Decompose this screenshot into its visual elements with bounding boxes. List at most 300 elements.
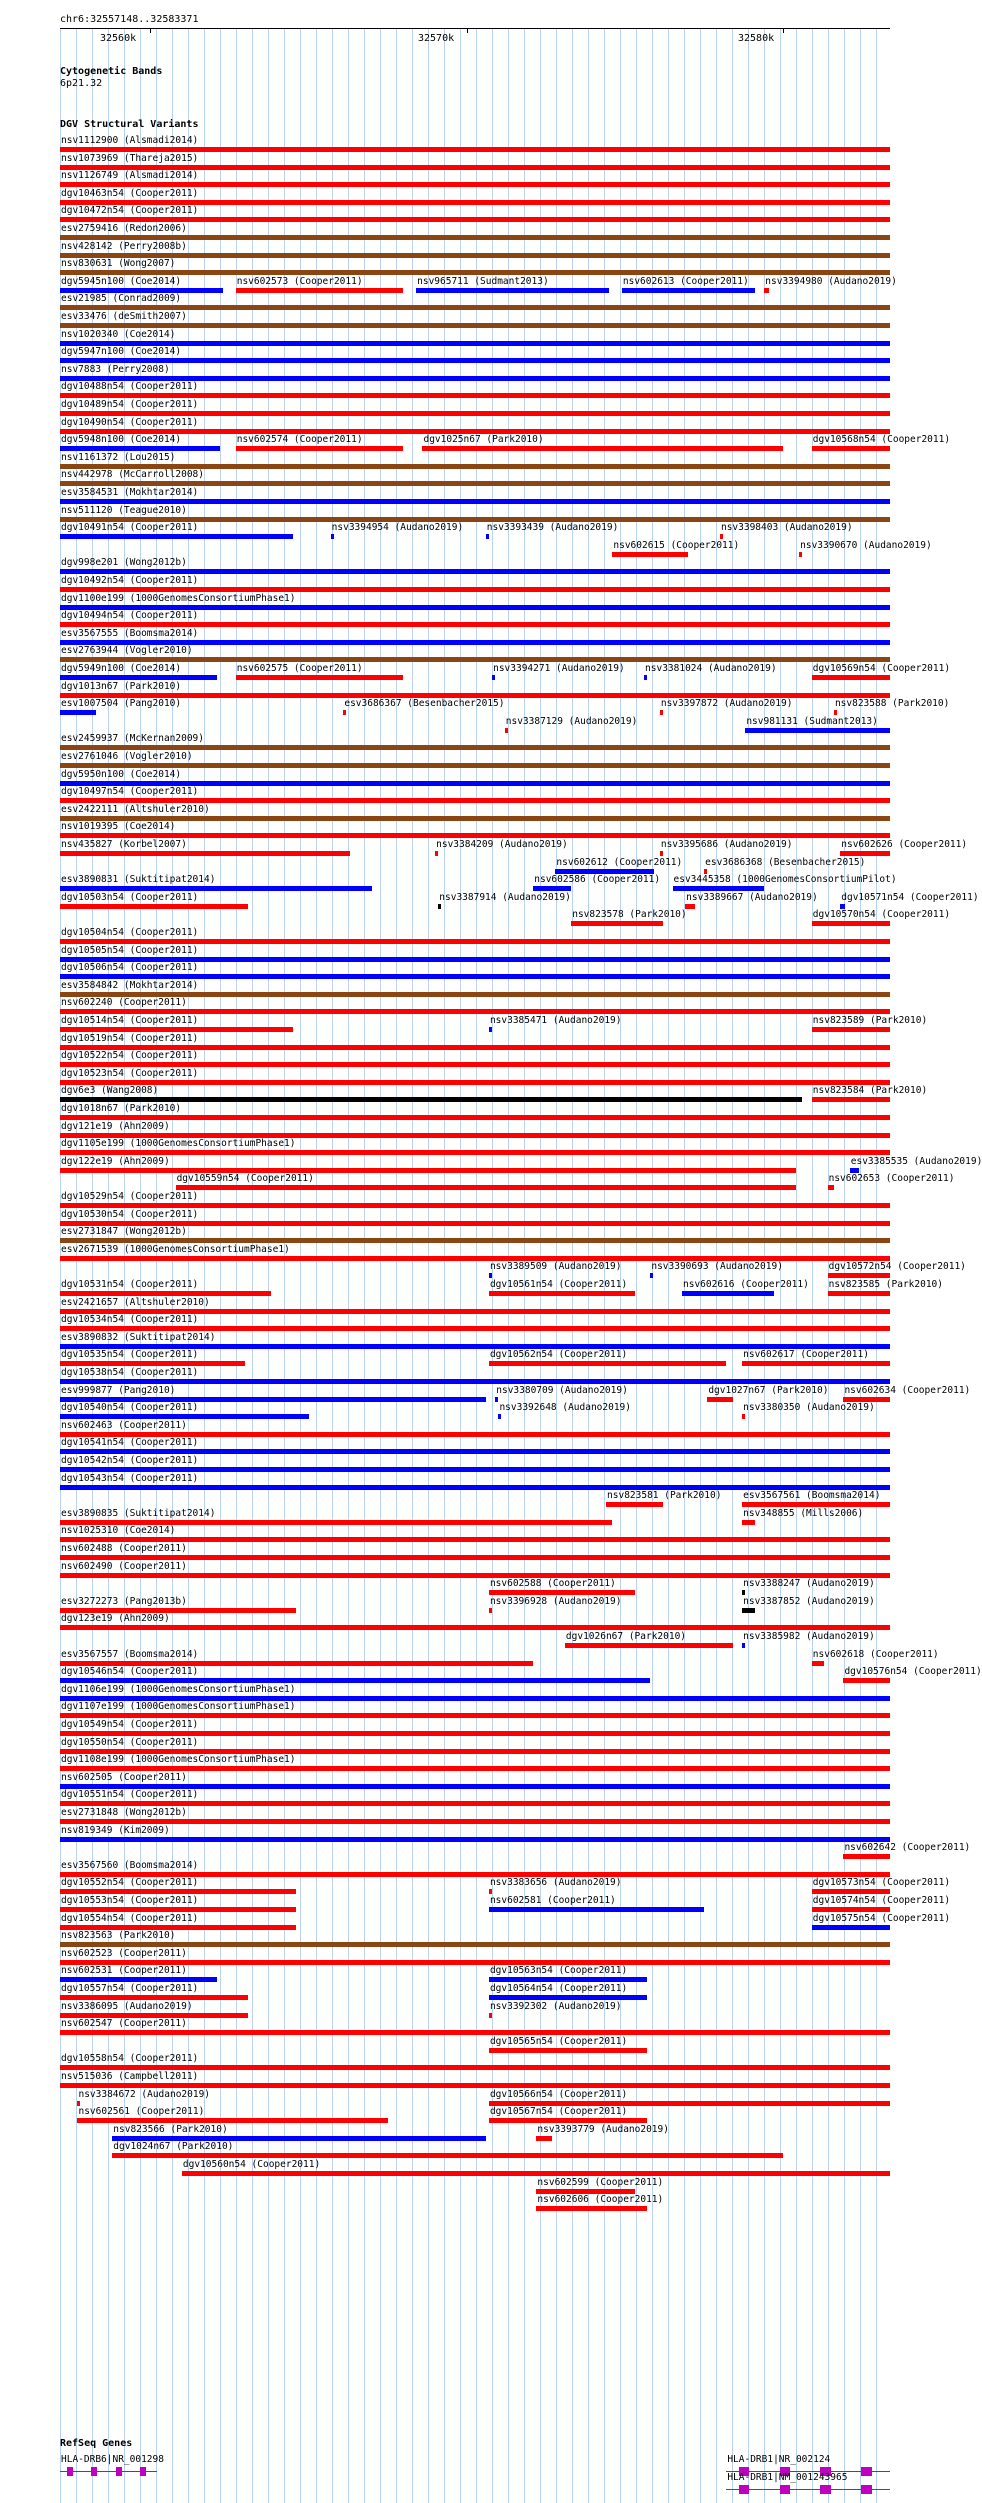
variant-label[interactable]: esv2763944 (Vogler2010) — [61, 645, 193, 657]
variant-label[interactable]: dgv10514n54 (Cooper2011) — [61, 1015, 199, 1026]
variant-label[interactable]: nsv3381024 (Audano2019) — [645, 663, 777, 674]
variant-bar[interactable] — [489, 2013, 492, 2018]
variant-bar[interactable] — [60, 1731, 890, 1736]
variant-bar[interactable] — [60, 481, 890, 486]
variant-label[interactable]: nsv1019395 (Coe2014) — [61, 821, 176, 833]
variant-label[interactable]: nsv3394980 (Audano2019) — [765, 275, 897, 287]
variant-bar[interactable] — [828, 1273, 890, 1278]
variant-bar[interactable] — [60, 1414, 309, 1419]
variant-bar[interactable] — [828, 1185, 834, 1190]
variant-bar[interactable] — [60, 1537, 890, 1542]
variant-bar[interactable] — [60, 411, 890, 416]
variant-label[interactable]: dgv10575n54 (Cooper2011) — [812, 1912, 951, 1924]
variant-label[interactable]: nsv830631 (Wong2007) — [61, 258, 176, 270]
variant-label[interactable]: nsv823578 (Park2010) — [572, 909, 687, 921]
variant-bar[interactable] — [236, 446, 404, 451]
variant-label[interactable]: dgv1025n67 (Park2010) — [423, 434, 544, 446]
variant-bar[interactable] — [489, 1889, 492, 1894]
variant-label[interactable]: nsv602586 (Cooper2011) — [534, 874, 661, 886]
variant-bar[interactable] — [850, 1168, 859, 1173]
variant-label[interactable]: nsv3387852 (Audano2019) — [743, 1595, 875, 1607]
variant-bar[interactable] — [489, 1361, 726, 1366]
variant-label[interactable]: dgv10472n54 (Cooper2011) — [61, 205, 199, 217]
variant-bar[interactable] — [60, 323, 890, 328]
variant-bar[interactable] — [60, 1379, 890, 1384]
variant-bar[interactable] — [60, 1097, 802, 1102]
variant-label[interactable]: nsv602531 (Cooper2011) — [61, 1965, 187, 1977]
variant-label[interactable]: nsv1126749 (Alsmadi2014) — [61, 170, 199, 182]
variant-label[interactable]: dgv10542n54 (Cooper2011) — [61, 1455, 199, 1466]
variant-bar[interactable] — [60, 288, 223, 293]
variant-bar[interactable] — [60, 798, 890, 803]
variant-label[interactable]: dgv1100e199 (1000GenomesConsortiumPhase1) — [61, 592, 296, 604]
variant-bar[interactable] — [536, 2189, 634, 2194]
variant-bar[interactable] — [60, 517, 890, 522]
variant-bar[interactable] — [60, 1925, 296, 1930]
variant-bar[interactable] — [77, 2118, 387, 2123]
variant-label[interactable]: dgv10488n54 (Cooper2011) — [61, 381, 199, 393]
variant-label[interactable]: dgv10529n54 (Cooper2011) — [61, 1191, 199, 1202]
variant-label[interactable]: dgv10538n54 (Cooper2011) — [61, 1367, 199, 1378]
variant-label[interactable]: nsv602653 (Cooper2011) — [828, 1173, 955, 1185]
variant-bar[interactable] — [60, 1573, 890, 1578]
variant-bar[interactable] — [60, 2065, 890, 2070]
variant-label[interactable]: nsv819349 (Kim2009) — [61, 1824, 170, 1836]
variant-label[interactable]: esv2731848 (Wong2012b) — [61, 1807, 187, 1818]
variant-bar[interactable] — [60, 640, 890, 645]
variant-label[interactable]: dgv10574n54 (Cooper2011) — [812, 1895, 951, 1906]
variant-bar[interactable] — [606, 1502, 663, 1507]
variant-bar[interactable] — [812, 1661, 825, 1666]
variant-bar[interactable] — [498, 1414, 501, 1419]
variant-label[interactable]: esv3584842 (Mokhtar2014) — [61, 979, 199, 991]
variant-label[interactable]: dgv10489n54 (Cooper2011) — [61, 399, 199, 410]
variant-bar[interactable] — [60, 1326, 890, 1331]
variant-bar[interactable] — [60, 833, 890, 838]
variant-label[interactable]: esv3567557 (Boomsma2014) — [61, 1648, 199, 1660]
variant-bar[interactable] — [176, 1185, 796, 1190]
variant-bar[interactable] — [60, 499, 890, 504]
variant-label[interactable]: nsv3395686 (Audano2019) — [660, 839, 793, 850]
variant-bar[interactable] — [60, 1837, 890, 1842]
variant-label[interactable]: nsv602606 (Cooper2011) — [537, 2194, 664, 2206]
variant-label[interactable]: nsv981131 (Sudmant2013) — [746, 715, 878, 727]
variant-label[interactable]: dgv10563n54 (Cooper2011) — [489, 1965, 628, 1977]
variant-label[interactable]: dgv10567n54 (Cooper2011) — [489, 2106, 628, 2118]
variant-label[interactable]: dgv1107e199 (1000GenomesConsortiumPhase1) — [61, 1701, 296, 1713]
variant-bar[interactable] — [489, 1907, 704, 1912]
variant-bar[interactable] — [622, 288, 755, 293]
variant-bar[interactable] — [60, 763, 890, 768]
variant-label[interactable]: nsv602573 (Cooper2011) — [236, 275, 363, 287]
variant-bar[interactable] — [60, 1977, 217, 1982]
variant-label[interactable]: dgv10562n54 (Cooper2011) — [489, 1349, 628, 1361]
variant-bar[interactable] — [60, 2030, 890, 2035]
variant-bar[interactable] — [720, 534, 723, 539]
variant-label[interactable]: nsv602561 (Cooper2011) — [78, 2106, 205, 2118]
variant-label[interactable]: esv3272273 (Pang2013b) — [61, 1595, 187, 1607]
variant-bar[interactable] — [742, 1414, 745, 1419]
variant-bar[interactable] — [60, 1062, 890, 1067]
variant-label[interactable]: nsv602634 (Cooper2011) — [844, 1384, 971, 1396]
variant-bar[interactable] — [536, 2136, 552, 2141]
variant-bar[interactable] — [742, 1643, 745, 1648]
variant-bar[interactable] — [486, 534, 489, 539]
variant-label[interactable]: nsv602617 (Cooper2011) — [743, 1349, 869, 1361]
variant-label[interactable]: dgv122e19 (Ahn2009) — [61, 1155, 170, 1167]
variant-label[interactable]: dgv10494n54 (Cooper2011) — [61, 610, 199, 622]
variant-label[interactable]: dgv10523n54 (Cooper2011) — [61, 1067, 199, 1079]
variant-label[interactable]: esv3686368 (Besenbacher2015) — [705, 856, 866, 868]
variant-bar[interactable] — [60, 886, 372, 891]
variant-bar[interactable] — [60, 1150, 890, 1155]
variant-bar[interactable] — [571, 921, 663, 926]
variant-bar[interactable] — [828, 1291, 890, 1296]
variant-bar[interactable] — [60, 693, 890, 698]
variant-label[interactable]: dgv121e19 (Ahn2009) — [61, 1120, 170, 1132]
variant-label[interactable]: dgv10549n54 (Cooper2011) — [61, 1719, 199, 1730]
variant-label[interactable]: nsv602581 (Cooper2011) — [489, 1895, 616, 1906]
variant-bar[interactable] — [60, 305, 890, 310]
variant-bar[interactable] — [843, 1397, 890, 1402]
variant-bar[interactable] — [60, 235, 890, 240]
variant-label[interactable]: dgv10560n54 (Cooper2011) — [182, 2159, 321, 2170]
variant-label[interactable]: dgv10541n54 (Cooper2011) — [61, 1437, 199, 1449]
variant-label[interactable]: nsv3393779 (Audano2019) — [537, 2123, 669, 2135]
variant-label[interactable]: nsv602574 (Cooper2011) — [236, 434, 363, 446]
variant-bar[interactable] — [60, 1784, 890, 1789]
variant-bar[interactable] — [60, 1555, 890, 1560]
variant-label[interactable]: nsv3396928 (Audano2019) — [489, 1595, 622, 1607]
variant-label[interactable]: esv3385535 (Audano2019) — [850, 1155, 982, 1167]
variant-label[interactable]: dgv10553n54 (Cooper2011) — [61, 1895, 199, 1906]
variant-bar[interactable] — [682, 1291, 774, 1296]
variant-bar[interactable] — [60, 1168, 796, 1173]
variant-label[interactable]: dgv10559n54 (Cooper2011) — [176, 1173, 314, 1185]
variant-bar[interactable] — [60, 605, 890, 610]
variant-label[interactable]: dgv5950n100 (Coe2014) — [61, 768, 182, 780]
variant-label[interactable]: nsv3387914 (Audano2019) — [439, 891, 571, 903]
variant-bar[interactable] — [489, 1977, 647, 1982]
variant-bar[interactable] — [112, 2136, 485, 2141]
variant-bar[interactable] — [60, 622, 890, 627]
variant-bar[interactable] — [533, 886, 571, 891]
variant-label[interactable]: dgv10535n54 (Cooper2011) — [61, 1349, 199, 1361]
variant-label[interactable]: nsv823588 (Park2010) — [834, 698, 950, 710]
variant-bar[interactable] — [742, 1502, 890, 1507]
variant-label[interactable]: dgv10503n54 (Cooper2011) — [61, 891, 199, 903]
variant-label[interactable]: dgv10564n54 (Cooper2011) — [489, 1983, 628, 1994]
variant-bar[interactable] — [60, 1995, 248, 2000]
variant-bar[interactable] — [742, 1520, 755, 1525]
variant-label[interactable]: dgv10566n54 (Cooper2011) — [489, 2088, 628, 2100]
variant-bar[interactable] — [112, 2153, 783, 2158]
variant-label[interactable]: esv2671539 (1000GenomesConsortiumPhase1) — [61, 1243, 290, 1255]
variant-bar[interactable] — [60, 974, 890, 979]
variant-label[interactable]: dgv10551n54 (Cooper2011) — [61, 1789, 199, 1801]
variant-label[interactable]: esv3890835 (Suktitipat2014) — [61, 1507, 216, 1519]
variant-bar[interactable] — [60, 1256, 890, 1261]
variant-label[interactable]: dgv1024n67 (Park2010) — [113, 2141, 234, 2153]
variant-label[interactable]: dgv1026n67 (Park2010) — [565, 1631, 687, 1642]
variant-bar[interactable] — [60, 200, 890, 205]
variant-bar[interactable] — [812, 921, 890, 926]
variant-label[interactable]: nsv3390693 (Audano2019) — [651, 1261, 783, 1273]
variant-bar[interactable] — [660, 710, 663, 715]
variant-bar[interactable] — [60, 253, 890, 258]
variant-bar[interactable] — [489, 2118, 647, 2123]
variant-label[interactable]: dgv10576n54 (Cooper2011) — [844, 1666, 982, 1678]
variant-label[interactable]: esv2421657 (Altshuler2010) — [61, 1296, 210, 1308]
variant-label[interactable]: dgv10543n54 (Cooper2011) — [61, 1472, 199, 1484]
variant-bar[interactable] — [60, 534, 293, 539]
variant-label[interactable]: nsv1020340 (Coe2014) — [61, 328, 176, 340]
variant-label[interactable]: dgv10463n54 (Cooper2011) — [61, 187, 199, 199]
variant-bar[interactable] — [60, 569, 890, 574]
variant-label[interactable]: nsv602599 (Cooper2011) — [537, 2176, 664, 2188]
variant-label[interactable]: nsv1025310 (Coe2014) — [61, 1525, 176, 1537]
variant-bar[interactable] — [60, 1045, 890, 1050]
variant-label[interactable]: nsv3397872 (Audano2019) — [660, 698, 793, 710]
variant-bar[interactable] — [60, 1801, 890, 1806]
variant-bar[interactable] — [60, 1766, 890, 1771]
variant-bar[interactable] — [745, 728, 890, 733]
variant-bar[interactable] — [331, 534, 334, 539]
variant-label[interactable]: nsv602547 (Cooper2011) — [61, 2018, 187, 2030]
variant-bar[interactable] — [489, 1027, 492, 1032]
variant-bar[interactable] — [60, 587, 890, 592]
variant-label[interactable]: nsv3384672 (Audano2019) — [78, 2088, 211, 2100]
variant-label[interactable]: dgv6e3 (Wang2008) — [61, 1085, 159, 1097]
variant-label[interactable]: dgv10572n54 (Cooper2011) — [828, 1261, 966, 1273]
variant-label[interactable]: dgv10568n54 (Cooper2011) — [812, 434, 951, 446]
variant-bar[interactable] — [60, 1344, 890, 1349]
variant-bar[interactable] — [60, 1009, 890, 1014]
variant-label[interactable]: nsv442978 (McCarroll2008) — [61, 469, 204, 481]
variant-label[interactable]: nsv823566 (Park2010) — [113, 2123, 228, 2135]
variant-bar[interactable] — [60, 341, 890, 346]
variant-bar[interactable] — [565, 1643, 733, 1648]
variant-bar[interactable] — [60, 1361, 245, 1366]
variant-bar[interactable] — [60, 1678, 650, 1683]
variant-bar[interactable] — [650, 1273, 653, 1278]
variant-bar[interactable] — [60, 1432, 890, 1437]
variant-label[interactable]: nsv602626 (Cooper2011) — [841, 839, 968, 850]
variant-label[interactable]: nsv823581 (Park2010) — [607, 1490, 722, 1502]
variant-label[interactable]: esv3567555 (Boomsma2014) — [61, 627, 199, 639]
variant-bar[interactable] — [764, 288, 769, 293]
variant-bar[interactable] — [60, 745, 890, 750]
variant-bar[interactable] — [60, 1485, 890, 1490]
variant-label[interactable]: nsv823589 (Park2010) — [812, 1015, 928, 1026]
variant-label[interactable]: nsv511120 (Teague2010) — [61, 504, 187, 516]
variant-label[interactable]: dgv10558n54 (Cooper2011) — [61, 2053, 199, 2065]
variant-label[interactable]: dgv10540n54 (Cooper2011) — [61, 1402, 199, 1414]
variant-bar[interactable] — [742, 1608, 755, 1613]
variant-bar[interactable] — [60, 1115, 890, 1120]
variant-label[interactable]: dgv10492n54 (Cooper2011) — [61, 575, 199, 586]
variant-bar[interactable] — [644, 675, 647, 680]
variant-label[interactable]: dgv10504n54 (Cooper2011) — [61, 927, 199, 938]
variant-bar[interactable] — [536, 2206, 647, 2211]
variant-label[interactable]: nsv602488 (Cooper2011) — [61, 1543, 187, 1554]
variant-label[interactable]: dgv10554n54 (Cooper2011) — [61, 1912, 199, 1924]
variant-label[interactable]: esv33476 (deSmith2007) — [61, 311, 187, 322]
variant-bar[interactable] — [60, 1291, 271, 1296]
variant-label[interactable]: esv2459937 (McKernan2009) — [61, 733, 204, 745]
variant-label[interactable]: esv3890831 (Suktitipat2014) — [61, 874, 216, 886]
variant-label[interactable]: dgv1018n67 (Park2010) — [61, 1103, 182, 1114]
variant-label[interactable]: nsv3385471 (Audano2019) — [489, 1015, 622, 1026]
variant-bar[interactable] — [60, 1696, 890, 1701]
variant-label[interactable]: dgv123e19 (Ahn2009) — [61, 1613, 170, 1625]
variant-label[interactable]: nsv3389667 (Audano2019) — [686, 891, 818, 903]
variant-label[interactable]: nsv3389509 (Audano2019) — [489, 1261, 622, 1273]
variant-bar[interactable] — [60, 1397, 486, 1402]
variant-label[interactable]: esv3445358 (1000GenomesConsortiumPilot) — [673, 874, 897, 886]
variant-bar[interactable] — [182, 2171, 890, 2176]
variant-label[interactable]: nsv602523 (Cooper2011) — [61, 1947, 187, 1959]
variant-label[interactable]: dgv10505n54 (Cooper2011) — [61, 944, 199, 956]
variant-bar[interactable] — [505, 728, 508, 733]
variant-label[interactable]: esv2731847 (Wong2012b) — [61, 1226, 187, 1238]
variant-bar[interactable] — [489, 1995, 647, 2000]
variant-label[interactable]: esv999877 (Pang2010) — [61, 1384, 176, 1396]
variant-bar[interactable] — [60, 1889, 296, 1894]
variant-bar[interactable] — [60, 147, 890, 152]
variant-label[interactable]: nsv3392302 (Audano2019) — [489, 2000, 622, 2012]
variant-bar[interactable] — [60, 904, 248, 909]
variant-label[interactable]: nsv515036 (Campbell2011) — [61, 2071, 199, 2082]
variant-label[interactable]: dgv5947n100 (Coe2014) — [61, 346, 182, 358]
variant-label[interactable]: dgv1106e199 (1000GenomesConsortiumPhase1) — [61, 1683, 296, 1695]
variant-bar[interactable] — [60, 376, 890, 381]
variant-bar[interactable] — [422, 446, 783, 451]
variant-bar[interactable] — [60, 1467, 890, 1472]
variant-bar[interactable] — [660, 851, 663, 856]
variant-label[interactable]: dgv5945n100 (Coe2014) — [61, 275, 182, 287]
variant-bar[interactable] — [812, 1889, 890, 1894]
variant-label[interactable]: nsv3385982 (Audano2019) — [743, 1631, 875, 1642]
variant-bar[interactable] — [812, 1097, 890, 1102]
variant-label[interactable]: dgv10550n54 (Cooper2011) — [61, 1736, 199, 1748]
variant-label[interactable]: dgv10522n54 (Cooper2011) — [61, 1050, 199, 1062]
variant-bar[interactable] — [60, 2013, 248, 2018]
variant-bar[interactable] — [707, 1397, 732, 1402]
variant-bar[interactable] — [60, 270, 890, 275]
variant-label[interactable]: nsv3393439 (Audano2019) — [486, 522, 619, 534]
variant-bar[interactable] — [60, 939, 890, 944]
variant-label[interactable]: dgv10519n54 (Cooper2011) — [61, 1032, 199, 1044]
variant-bar[interactable] — [60, 851, 350, 856]
variant-bar[interactable] — [60, 1960, 890, 1965]
variant-bar[interactable] — [840, 904, 845, 909]
variant-bar[interactable] — [60, 1238, 890, 1243]
variant-bar[interactable] — [60, 1625, 890, 1630]
variant-label[interactable]: nsv602575 (Cooper2011) — [236, 663, 363, 674]
variant-label[interactable]: dgv10565n54 (Cooper2011) — [489, 2035, 628, 2047]
variant-label[interactable]: dgv10490n54 (Cooper2011) — [61, 416, 199, 428]
variant-bar[interactable] — [812, 1925, 890, 1930]
variant-bar[interactable] — [60, 1309, 890, 1314]
variant-bar[interactable] — [60, 1027, 293, 1032]
variant-label[interactable]: nsv602612 (Cooper2011) — [556, 856, 683, 868]
variant-bar[interactable] — [435, 851, 438, 856]
variant-label[interactable]: dgv5949n100 (Coe2014) — [61, 663, 182, 674]
variant-bar[interactable] — [60, 1907, 296, 1912]
variant-bar[interactable] — [840, 851, 890, 856]
variant-label[interactable]: nsv602642 (Cooper2011) — [844, 1842, 971, 1854]
variant-bar[interactable] — [60, 446, 220, 451]
variant-label[interactable]: dgv10561n54 (Cooper2011) — [489, 1279, 628, 1290]
variant-bar[interactable] — [343, 710, 346, 715]
variant-label[interactable]: nsv602490 (Cooper2011) — [61, 1560, 187, 1572]
variant-label[interactable]: nsv602618 (Cooper2011) — [812, 1648, 939, 1660]
variant-bar[interactable] — [77, 2101, 80, 2106]
variant-label[interactable]: nsv3380350 (Audano2019) — [743, 1402, 875, 1414]
variant-label[interactable]: dgv10569n54 (Cooper2011) — [812, 663, 951, 674]
variant-label[interactable]: nsv965711 (Sudmant2013) — [417, 275, 549, 287]
variant-bar[interactable] — [555, 869, 653, 874]
variant-label[interactable]: dgv10497n54 (Cooper2011) — [61, 786, 199, 798]
variant-label[interactable]: nsv602588 (Cooper2011) — [489, 1578, 616, 1590]
variant-bar[interactable] — [236, 288, 404, 293]
variant-label[interactable]: dgv10530n54 (Cooper2011) — [61, 1208, 199, 1220]
variant-bar[interactable] — [812, 446, 890, 451]
variant-label[interactable]: esv3567561 (Boomsma2014) — [743, 1490, 881, 1502]
gene-label[interactable]: HLA-DRB6|NR_001298 — [61, 2454, 164, 2465]
gene-label[interactable]: HLA-DRB1|NR_002124 — [727, 2454, 831, 2465]
variant-label[interactable]: nsv602463 (Cooper2011) — [61, 1419, 187, 1431]
variant-label[interactable]: esv3686367 (Besenbacher2015) — [344, 698, 505, 710]
variant-label[interactable]: nsv3394954 (Audano2019) — [331, 522, 464, 534]
variant-label[interactable]: nsv7883 (Perry2008) — [61, 363, 170, 375]
variant-label[interactable]: dgv998e201 (Wong2012b) — [61, 557, 187, 569]
variant-label[interactable]: dgv1027n67 (Park2010) — [708, 1384, 829, 1396]
variant-bar[interactable] — [60, 1133, 890, 1138]
variant-bar[interactable] — [60, 2083, 890, 2088]
variant-bar[interactable] — [843, 1854, 890, 1859]
variant-bar[interactable] — [673, 886, 765, 891]
variant-label[interactable]: nsv3398403 (Audano2019) — [720, 522, 853, 534]
variant-bar[interactable] — [60, 1520, 612, 1525]
variant-label[interactable]: esv2759416 (Redon2006) — [61, 223, 187, 234]
variant-bar[interactable] — [60, 992, 890, 997]
variant-bar[interactable] — [812, 1027, 890, 1032]
variant-bar[interactable] — [812, 1907, 890, 1912]
variant-label[interactable]: nsv3388247 (Audano2019) — [743, 1578, 875, 1590]
variant-bar[interactable] — [60, 710, 96, 715]
variant-bar[interactable] — [843, 1678, 890, 1683]
variant-bar[interactable] — [60, 957, 890, 962]
variant-bar[interactable] — [685, 904, 694, 909]
variant-bar[interactable] — [60, 165, 890, 170]
variant-label[interactable]: nsv348855 (Mills2006) — [743, 1507, 864, 1519]
variant-label[interactable]: esv2761046 (Vogler2010) — [61, 751, 193, 762]
variant-label[interactable]: nsv602505 (Cooper2011) — [61, 1771, 187, 1783]
variant-label[interactable]: dgv10546n54 (Cooper2011) — [61, 1666, 199, 1678]
variant-label[interactable]: dgv10552n54 (Cooper2011) — [61, 1877, 199, 1889]
gene-label[interactable]: HLA-DRB1|NM_001243965 — [727, 2472, 848, 2483]
variant-bar[interactable] — [60, 1449, 890, 1454]
variant-label[interactable]: nsv3380709 (Audano2019) — [496, 1384, 628, 1396]
variant-label[interactable]: dgv10531n54 (Cooper2011) — [61, 1279, 199, 1290]
variant-bar[interactable] — [834, 710, 837, 715]
variant-bar[interactable] — [416, 288, 609, 293]
variant-bar[interactable] — [704, 869, 707, 874]
variant-bar[interactable] — [60, 182, 890, 187]
variant-label[interactable]: dgv10573n54 (Cooper2011) — [812, 1877, 951, 1889]
